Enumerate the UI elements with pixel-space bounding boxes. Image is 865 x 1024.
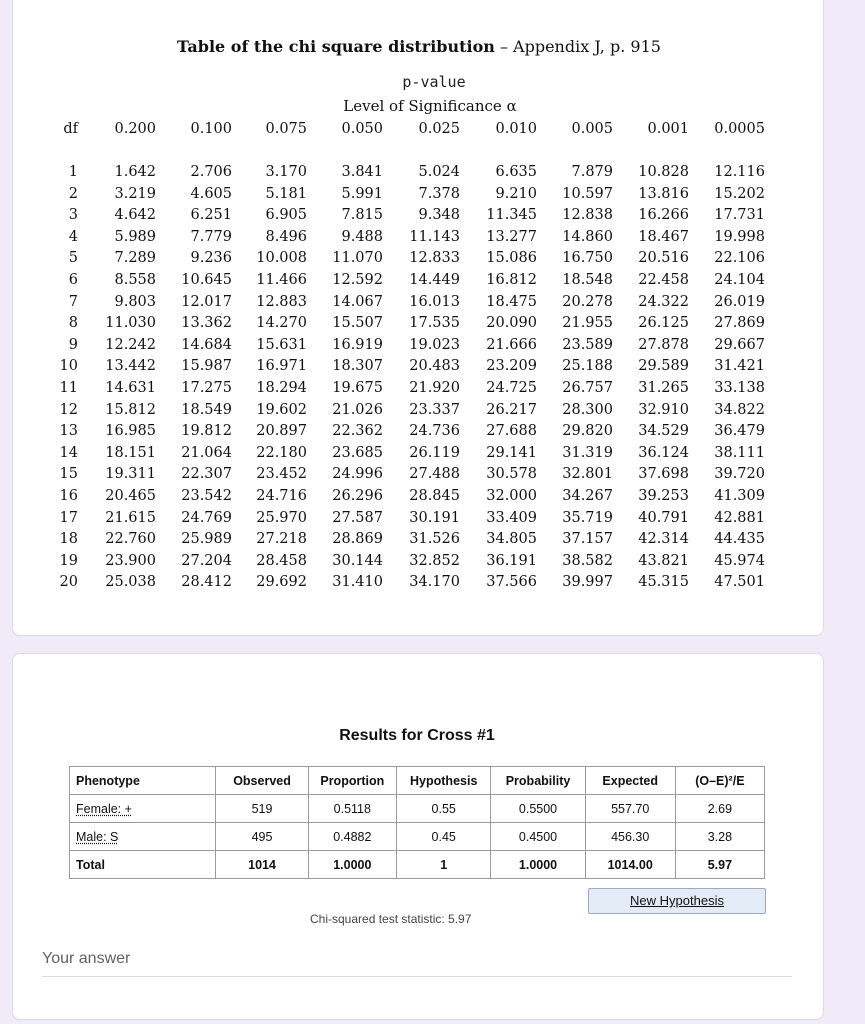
expected-cell: 557.70 — [585, 795, 675, 823]
critical-value-cell: 3.841 — [341, 164, 383, 180]
critical-value-cell: 16.750 — [562, 250, 613, 267]
df-cell: 19 — [59, 552, 78, 569]
critical-value-cell: 5.989 — [114, 228, 156, 245]
critical-value-cell: 36.479 — [714, 423, 765, 440]
critical-value-cell: 13.442 — [105, 358, 156, 375]
critical-value-cell: 2.706 — [190, 164, 232, 180]
critical-value-cell: 19.023 — [409, 336, 460, 353]
critical-value-cell: 24.725 — [486, 380, 537, 396]
critical-value-cell: 11.466 — [256, 272, 307, 288]
critical-value-cell: 13.362 — [181, 315, 232, 332]
df-cell: 17 — [59, 509, 78, 526]
critical-value-cell: 7.779 — [190, 228, 232, 245]
proportion-cell: 0.4882 — [308, 823, 396, 851]
critical-value-cell: 18.294 — [256, 380, 307, 396]
critical-value-cell: 15.086 — [486, 250, 537, 267]
critical-value-cell: 17.731 — [714, 207, 765, 224]
df-cell: 3 — [68, 207, 78, 224]
chi-component-cell: 3.28 — [675, 823, 764, 851]
total-hypothesis: 1 — [397, 851, 491, 879]
critical-value-cell: 29.692 — [256, 574, 307, 591]
new-hypothesis-button[interactable] — [588, 888, 766, 914]
critical-value-cell: 18.548 — [562, 272, 613, 288]
critical-value-cell: 22.106 — [714, 250, 765, 267]
df-cell: 10 — [59, 358, 78, 375]
critical-value-cell: 26.296 — [332, 488, 383, 504]
critical-value-cell: 34.170 — [409, 574, 460, 591]
df-cell: 18 — [59, 531, 78, 548]
critical-value-cell: 11.143 — [409, 228, 460, 245]
col-phenotype: Phenotype — [70, 767, 216, 795]
results-total-row — [70, 851, 765, 879]
critical-value-cell: 22.307 — [181, 466, 232, 483]
col-proportion: Proportion — [308, 767, 396, 795]
significance-column-header: 0.010 — [495, 121, 537, 137]
results-header-row — [70, 767, 765, 795]
critical-value-cell: 25.188 — [562, 358, 613, 375]
df-cell: 20 — [59, 574, 78, 591]
critical-value-cell: 36.124 — [638, 444, 689, 461]
critical-value-cell: 22.458 — [638, 272, 689, 288]
critical-value-cell: 24.736 — [409, 423, 460, 440]
critical-value-cell: 5.024 — [418, 164, 460, 180]
critical-value-cell: 15.631 — [256, 336, 307, 353]
critical-value-cell: 39.997 — [562, 574, 613, 591]
col-observed: Observed — [216, 767, 308, 795]
critical-value-cell: 28.412 — [181, 574, 232, 591]
df-cell: 16 — [59, 488, 78, 504]
critical-value-cell: 12.838 — [562, 207, 613, 224]
chi-table-title: Table of the chi square distribution – Appendix J, p. 915 — [177, 37, 661, 56]
critical-value-cell: 17.535 — [409, 315, 460, 332]
significance-column-header: 0.001 — [647, 121, 689, 137]
significance-column-header: 0.0005 — [714, 121, 765, 137]
df-cell: 12 — [59, 401, 78, 418]
phenotype-cell[interactable] — [70, 823, 216, 851]
critical-value-cell: 23.209 — [486, 358, 537, 375]
total-probability: 1.0000 — [491, 851, 585, 879]
results-title: Results for Cross #1 — [339, 727, 495, 744]
total-chi: 5.97 — [675, 851, 764, 879]
critical-value-cell: 7.378 — [418, 185, 460, 202]
critical-value-cell: 12.116 — [714, 164, 765, 180]
critical-value-cell: 36.191 — [486, 552, 537, 569]
critical-value-cell: 38.111 — [714, 444, 765, 461]
critical-value-cell: 25.970 — [256, 509, 307, 526]
critical-value-cell: 14.631 — [105, 380, 156, 396]
critical-value-cell: 9.488 — [341, 228, 383, 245]
critical-value-cell: 9.348 — [418, 207, 460, 224]
col-probability: Probability — [491, 767, 585, 795]
critical-value-cell: 29.820 — [562, 423, 613, 440]
phenotype-link[interactable]: Female: + — [76, 801, 132, 816]
critical-value-cell: 15.987 — [181, 358, 232, 375]
critical-value-cell: 18.549 — [181, 401, 232, 418]
critical-value-cell: 23.452 — [256, 466, 307, 483]
critical-value-cell: 19.812 — [181, 423, 232, 440]
critical-value-cell: 27.218 — [256, 531, 307, 548]
critical-value-cell: 18.467 — [638, 228, 689, 245]
critical-value-cell: 31.526 — [409, 531, 460, 548]
critical-value-cell: 29.589 — [638, 358, 689, 375]
significance-column-header: 0.075 — [265, 121, 307, 137]
critical-value-cell: 19.998 — [714, 228, 765, 245]
critical-value-cell: 17.275 — [181, 380, 232, 396]
probability-cell: 0.4500 — [491, 823, 585, 851]
critical-value-cell: 39.720 — [714, 466, 765, 483]
critical-value-cell: 21.026 — [332, 401, 383, 418]
col-hypothesis: Hypothesis — [397, 767, 491, 795]
col-expected: Expected — [585, 767, 675, 795]
total-proportion: 1.0000 — [308, 851, 396, 879]
critical-value-cell: 44.435 — [714, 531, 765, 548]
critical-value-cell: 14.067 — [332, 293, 383, 310]
critical-value-cell: 3.219 — [114, 185, 156, 202]
critical-value-cell: 10.597 — [562, 185, 613, 202]
critical-value-cell: 39.253 — [638, 488, 689, 504]
df-cell: 4 — [68, 228, 78, 245]
critical-value-cell: 22.180 — [256, 444, 307, 461]
critical-value-cell: 7.879 — [571, 164, 613, 180]
phenotype-link[interactable]: Male: S — [76, 829, 119, 844]
critical-value-cell: 18.151 — [105, 444, 156, 461]
critical-value-cell: 16.971 — [256, 358, 307, 375]
chi-statistic-text-clipped — [310, 912, 510, 926]
critical-value-cell: 10.008 — [256, 250, 307, 267]
critical-value-cell: 14.449 — [409, 272, 460, 288]
critical-value-cell: 18.307 — [332, 358, 383, 375]
critical-value-cell: 32.801 — [562, 466, 613, 483]
phenotype-cell[interactable] — [70, 795, 216, 823]
critical-value-cell: 23.542 — [181, 488, 232, 504]
critical-value-cell: 29.667 — [714, 336, 765, 353]
critical-value-cell: 23.900 — [105, 552, 156, 569]
df-cell: 5 — [68, 250, 78, 267]
significance-column-header: 0.100 — [190, 121, 232, 137]
answer-placeholder[interactable]: Your answer — [42, 950, 131, 967]
critical-value-cell: 24.104 — [714, 272, 765, 288]
critical-value-cell: 27.869 — [714, 315, 765, 332]
df-cell: 9 — [68, 336, 78, 353]
critical-value-cell: 20.278 — [562, 293, 613, 310]
critical-value-cell: 33.138 — [714, 380, 765, 396]
critical-value-cell: 41.309 — [714, 488, 765, 504]
df-cell: 13 — [59, 423, 78, 440]
critical-value-cell: 1.642 — [114, 164, 156, 180]
critical-value-cell: 24.996 — [332, 466, 383, 483]
critical-value-cell: 6.635 — [495, 164, 537, 180]
chi-component-cell: 2.69 — [675, 795, 764, 823]
critical-value-cell: 5.181 — [265, 185, 307, 202]
critical-value-cell: 25.038 — [105, 574, 156, 591]
critical-value-cell: 21.955 — [562, 315, 613, 332]
critical-value-cell: 26.019 — [714, 293, 765, 310]
critical-value-cell: 11.030 — [105, 315, 156, 332]
critical-value-cell: 16.013 — [409, 293, 460, 310]
critical-value-cell: 26.217 — [486, 401, 537, 418]
critical-value-cell: 13.816 — [638, 185, 689, 202]
critical-value-cell: 38.582 — [562, 552, 613, 569]
critical-value-cell: 47.501 — [714, 574, 765, 591]
df-cell: 2 — [68, 185, 78, 202]
critical-value-cell: 12.242 — [105, 336, 156, 353]
critical-value-cell: 12.883 — [256, 293, 307, 310]
critical-value-cell: 42.314 — [638, 531, 689, 548]
total-observed: 1014 — [216, 851, 308, 879]
critical-value-cell: 31.410 — [332, 574, 383, 591]
critical-value-cell: 21.064 — [181, 444, 232, 461]
critical-value-cell: 7.289 — [114, 250, 156, 267]
hypothesis-cell: 0.55 — [397, 795, 491, 823]
critical-value-cell: 15.812 — [105, 401, 156, 418]
critical-value-cell: 24.716 — [256, 488, 307, 504]
critical-value-cell: 34.805 — [486, 531, 537, 548]
critical-value-cell: 19.602 — [256, 401, 307, 418]
critical-value-cell: 20.897 — [256, 423, 307, 440]
critical-value-cell: 20.090 — [486, 315, 537, 332]
critical-value-cell: 28.458 — [256, 552, 307, 569]
observed-cell: 495 — [216, 823, 308, 851]
probability-cell: 0.5500 — [491, 795, 585, 823]
critical-value-cell: 40.791 — [638, 509, 689, 526]
hypothesis-cell: 0.45 — [397, 823, 491, 851]
critical-value-cell: 16.919 — [332, 336, 383, 353]
critical-value-cell: 24.322 — [638, 293, 689, 310]
critical-value-cell: 28.300 — [562, 401, 613, 418]
chi-statistic-text: Chi-squared test statistic: 5.97 — [310, 912, 472, 926]
critical-value-cell: 30.144 — [332, 552, 383, 569]
critical-value-cell: 11.070 — [332, 250, 383, 267]
significance-column-header: 0.200 — [114, 121, 156, 137]
critical-value-cell: 26.119 — [409, 444, 460, 461]
critical-value-cell: 35.719 — [562, 509, 613, 526]
critical-value-cell: 15.507 — [332, 315, 383, 332]
expected-cell: 456.30 — [585, 823, 675, 851]
proportion-cell: 0.5118 — [308, 795, 396, 823]
critical-value-cell: 31.265 — [638, 380, 689, 396]
critical-value-cell: 7.815 — [341, 207, 383, 224]
df-cell: 14 — [59, 444, 78, 461]
critical-value-cell: 12.592 — [332, 272, 383, 288]
critical-value-cell: 18.475 — [486, 293, 537, 310]
col-chi-component: (O–E)²/E — [675, 767, 764, 795]
critical-value-cell: 12.833 — [409, 250, 460, 267]
critical-value-cell: 6.251 — [190, 207, 232, 224]
critical-value-cell: 16.812 — [486, 272, 537, 288]
critical-value-cell: 45.974 — [714, 552, 765, 569]
critical-value-cell: 22.362 — [332, 423, 383, 440]
critical-value-cell: 19.311 — [105, 466, 156, 483]
critical-value-cell: 21.920 — [409, 380, 460, 396]
critical-value-cell: 9.803 — [114, 293, 156, 310]
critical-value-cell: 32.852 — [409, 552, 460, 569]
level-of-significance-label: Level of Significance α — [343, 97, 517, 115]
results-row — [70, 795, 765, 823]
critical-value-cell: 34.529 — [638, 423, 689, 440]
critical-value-cell: 37.698 — [638, 466, 689, 483]
critical-value-cell: 23.589 — [562, 336, 613, 353]
df-cell: 1 — [68, 164, 78, 180]
critical-value-cell: 26.757 — [562, 380, 613, 396]
critical-value-cell: 9.236 — [190, 250, 232, 267]
critical-value-cell: 42.881 — [714, 509, 765, 526]
df-cell: 8 — [68, 315, 78, 332]
critical-value-cell: 37.157 — [562, 531, 613, 548]
critical-value-cell: 32.910 — [638, 401, 689, 418]
critical-value-cell: 24.769 — [181, 509, 232, 526]
critical-value-cell: 4.605 — [190, 185, 232, 202]
critical-value-cell: 21.615 — [105, 509, 156, 526]
significance-column-header: 0.025 — [418, 121, 460, 137]
critical-value-cell: 19.675 — [332, 380, 383, 396]
critical-value-cell: 14.684 — [181, 336, 232, 353]
critical-value-cell: 14.860 — [562, 228, 613, 245]
critical-value-cell: 8.558 — [114, 272, 156, 288]
total-expected: 1014.00 — [585, 851, 675, 879]
significance-column-header: 0.050 — [341, 121, 383, 137]
critical-value-cell: 34.822 — [714, 401, 765, 418]
critical-value-cell: 37.566 — [486, 574, 537, 591]
critical-value-cell: 27.878 — [638, 336, 689, 353]
df-cell: 15 — [59, 466, 78, 483]
critical-value-cell: 43.821 — [638, 552, 689, 569]
total-label: Total — [70, 851, 216, 879]
new-hypothesis-label: New Hypothesis — [630, 893, 724, 908]
critical-value-cell: 30.191 — [409, 509, 460, 526]
critical-value-cell: 21.666 — [486, 336, 537, 353]
critical-value-cell: 20.465 — [105, 488, 156, 504]
critical-value-cell: 31.319 — [562, 444, 613, 461]
critical-value-cell: 16.985 — [105, 423, 156, 440]
critical-value-cell: 20.516 — [638, 250, 689, 267]
critical-value-cell: 20.483 — [409, 358, 460, 375]
critical-value-cell: 23.337 — [409, 401, 460, 418]
critical-value-cell: 27.688 — [486, 423, 537, 440]
critical-value-cell: 8.496 — [265, 228, 307, 245]
critical-value-cell: 5.991 — [341, 185, 383, 202]
critical-value-cell: 14.270 — [256, 315, 307, 332]
critical-value-cell: 30.578 — [486, 466, 537, 483]
significance-column-header: 0.005 — [571, 121, 613, 137]
df-header: df — [63, 121, 78, 137]
critical-value-cell: 29.141 — [486, 444, 537, 461]
critical-value-cell: 6.905 — [265, 207, 307, 224]
critical-value-cell: 28.845 — [409, 488, 460, 504]
critical-value-cell: 12.017 — [181, 293, 232, 310]
critical-value-cell: 22.760 — [105, 531, 156, 548]
critical-value-cell: 15.202 — [714, 185, 765, 202]
pvalue-label: p-value — [402, 73, 466, 91]
critical-value-cell: 33.409 — [486, 509, 537, 526]
critical-value-cell: 31.421 — [714, 358, 765, 375]
df-cell: 11 — [59, 380, 78, 396]
df-cell: 6 — [68, 272, 78, 288]
critical-value-cell: 23.685 — [332, 444, 383, 461]
results-row — [70, 823, 765, 851]
critical-value-cell: 3.170 — [265, 164, 307, 180]
critical-value-cell: 16.266 — [638, 207, 689, 224]
critical-value-cell: 28.869 — [332, 531, 383, 548]
critical-value-cell: 4.642 — [114, 207, 156, 224]
critical-value-cell: 26.125 — [638, 315, 689, 332]
answer-input-underline[interactable] — [42, 976, 792, 977]
critical-value-cell: 27.204 — [181, 552, 232, 569]
critical-value-cell: 9.210 — [495, 185, 537, 202]
critical-value-cell: 13.277 — [486, 228, 537, 245]
critical-value-cell: 27.488 — [409, 466, 460, 483]
df-cell: 7 — [68, 293, 78, 310]
critical-value-cell: 34.267 — [562, 488, 613, 504]
critical-value-cell: 45.315 — [638, 574, 689, 591]
critical-value-cell: 32.000 — [486, 488, 537, 504]
results-table — [69, 766, 765, 879]
critical-value-cell: 25.989 — [181, 531, 232, 548]
critical-value-cell: 10.645 — [181, 272, 232, 288]
observed-cell: 519 — [216, 795, 308, 823]
critical-value-cell: 27.587 — [332, 509, 383, 526]
critical-value-cell: 10.828 — [638, 164, 689, 180]
critical-value-cell: 11.345 — [486, 207, 537, 224]
